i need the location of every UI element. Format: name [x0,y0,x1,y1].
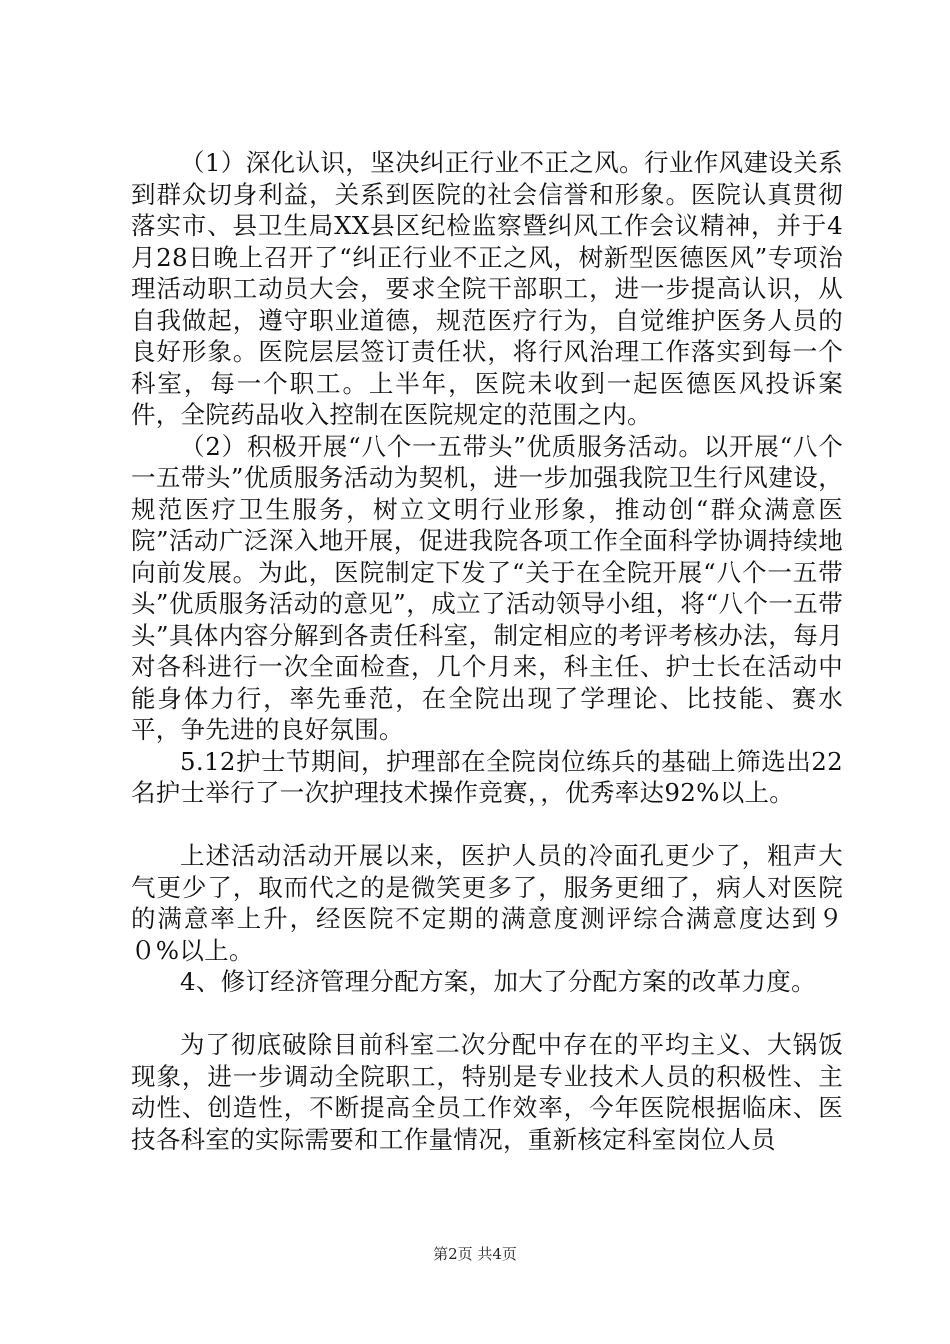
paragraph-quality-service-activity: （2）积极开展“八个一五带头”优质服务活动。以开展“八个一五带头”优质服务活动为契机，进一步加强我院卫生行风建设，规范医疗卫生服务，树立文明行业形象，推动创“群众满意医院”活动广泛深入地开展，促进我院各项工作全面科学协调持续地向前发展。为此，医院制定下发了“关于在全院开展“八个一五带头”优质服务活动的意见”，成立了活动领导小组，将“八个一五带头”具体内容分解到各责任科室，制定相应的考评考核办法，每月对各科进行一次全面检查，几个月来，科主任、护士长在活动中能身体力行，率先垂范，在全院出现了学理论、比技能、赛水平，争先进的良好氛围。 [131,431,843,744]
document-body [131,147,843,1155]
section-heading-distribution-reform: 4、修订经济管理分配方案，加大了分配方案的改革力度。 [180,967,816,996]
paragraph-deepen-awareness: （1）深化认识，坚决纠正行业不正之风。行业作风建设关系到群众切身利益，关系到医院的社会信誉和形象。医院认真贯彻落实市、县卫生局XX县区纪检监察暨纠风工作会议精神，并于4月28日晚上召开了“纠正行业不正之风，树新型医德医风”专项治理活动职工动员大会，要求全院干部职工，进一步提高认识，从自我做起，遵守职业道德，规范医疗行为，自觉维护医务人员的良好形象。医院层层签订责任状，将行风治理工作落实到每一个科室，每一个职工。上半年，医院未收到一起医德医风投诉案件，全院药品收入控制在医院规定的范围之内。 [131,148,843,429]
paragraph-distribution-reform: 为了彻底破除目前科室二次分配中存在的平均主义、大锅饭现象，进一步调动全院职工，特别是专业技术人员的积极性、主动性、创造性，不断提高全员工作效率，今年医院根据临床、医技各科室的实际需要和工作量情况，重新核定科室岗位人员 [131,1030,843,1154]
paragraph-nurses-day-contest: 5.12护士节期间，护理部在全院岗位练兵的基础上筛选出22名护士举行了一次护理技术操作竞赛，，优秀率达92%以上。 [131,746,843,807]
page-footer: 第2页 共4页 [433,1245,517,1263]
paragraph-activity-results: 上述活动活动开展以来，医护人员的冷面孔更少了，粗声大气更少了，取而代之的是微笑更多了，服务更细了，病人对医院的满意率上升，经医院不定期的满意度测评综合满意度达到９０%以上。 [131,841,843,965]
